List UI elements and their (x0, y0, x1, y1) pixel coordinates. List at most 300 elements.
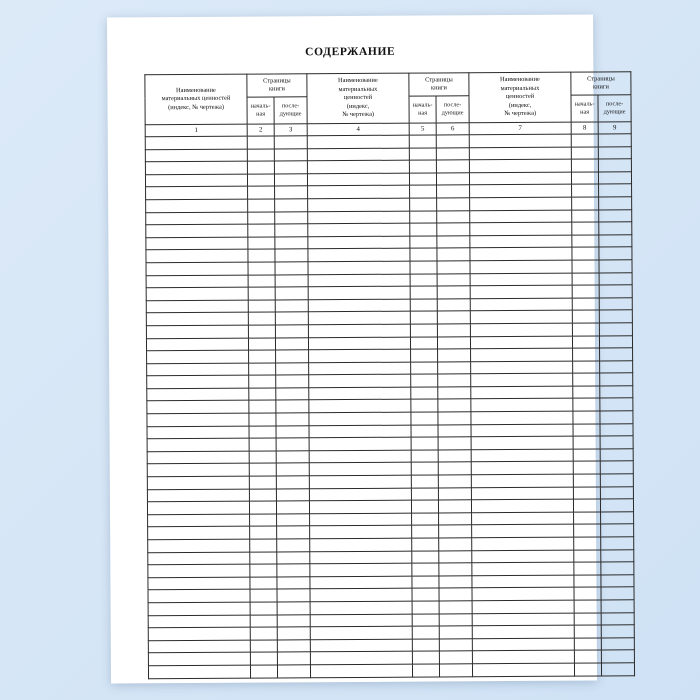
table-cell[interactable] (438, 462, 471, 475)
table-cell[interactable] (411, 475, 438, 488)
table-cell[interactable] (410, 299, 437, 312)
table-cell[interactable] (472, 537, 574, 550)
table-cell[interactable] (436, 135, 469, 148)
table-cell[interactable] (148, 539, 250, 552)
table-cell[interactable] (307, 148, 409, 161)
table-cell[interactable] (147, 350, 249, 363)
table-cell[interactable] (574, 613, 601, 626)
table-cell[interactable] (601, 625, 634, 638)
table-cell[interactable] (250, 514, 277, 527)
table-cell[interactable] (308, 223, 410, 236)
table-cell[interactable] (574, 575, 601, 588)
table-cell[interactable] (147, 489, 249, 502)
table-cell[interactable] (469, 134, 571, 147)
table-cell[interactable] (600, 423, 633, 436)
table-cell[interactable] (275, 224, 308, 237)
table-cell[interactable] (277, 514, 310, 527)
table-cell[interactable] (412, 639, 439, 652)
table-cell[interactable] (250, 526, 277, 539)
table-cell[interactable] (598, 172, 631, 185)
table-cell[interactable] (472, 613, 574, 626)
table-cell[interactable] (309, 349, 411, 362)
table-cell[interactable] (310, 651, 412, 664)
table-cell[interactable] (249, 413, 276, 426)
table-cell[interactable] (574, 537, 601, 550)
table-cell[interactable] (470, 298, 572, 311)
table-cell[interactable] (437, 324, 470, 337)
table-cell[interactable] (411, 450, 438, 463)
table-cell[interactable] (277, 539, 310, 552)
table-cell[interactable] (309, 450, 411, 463)
table-cell[interactable] (470, 273, 572, 286)
table-cell[interactable] (146, 249, 248, 262)
table-cell[interactable] (471, 449, 573, 462)
table-cell[interactable] (248, 224, 275, 237)
table-cell[interactable] (249, 426, 276, 439)
table-cell[interactable] (470, 210, 572, 223)
table-cell[interactable] (250, 615, 277, 628)
table-cell[interactable] (572, 197, 599, 210)
table-cell[interactable] (471, 399, 573, 412)
table-cell[interactable] (276, 425, 309, 438)
table-cell[interactable] (439, 563, 472, 576)
table-cell[interactable] (574, 625, 601, 638)
table-cell[interactable] (470, 197, 572, 210)
table-cell[interactable] (247, 136, 274, 149)
table-cell[interactable] (274, 148, 307, 161)
table-cell[interactable] (573, 474, 600, 487)
table-cell[interactable] (310, 589, 412, 602)
table-cell[interactable] (411, 387, 438, 400)
table-cell[interactable] (409, 173, 436, 186)
table-cell[interactable] (145, 136, 247, 149)
table-cell[interactable] (248, 337, 275, 350)
table-cell[interactable] (599, 209, 632, 222)
table-cell[interactable] (146, 237, 248, 250)
table-cell[interactable] (574, 638, 601, 651)
table-cell[interactable] (438, 475, 471, 488)
table-cell[interactable] (572, 210, 599, 223)
table-cell[interactable] (147, 388, 249, 401)
table-cell[interactable] (438, 399, 471, 412)
table-cell[interactable] (275, 287, 308, 300)
table-cell[interactable] (274, 174, 307, 187)
table-cell[interactable] (437, 236, 470, 249)
table-cell[interactable] (275, 312, 308, 325)
table-cell[interactable] (146, 287, 248, 300)
table-cell[interactable] (412, 513, 439, 526)
table-cell[interactable] (275, 325, 308, 338)
table-cell[interactable] (146, 300, 248, 313)
table-cell[interactable] (308, 186, 410, 199)
table-cell[interactable] (310, 601, 412, 614)
table-cell[interactable] (277, 665, 310, 678)
table-cell[interactable] (572, 335, 599, 348)
table-cell[interactable] (309, 475, 411, 488)
table-cell[interactable] (277, 526, 310, 539)
table-cell[interactable] (409, 160, 436, 173)
table-cell[interactable] (573, 424, 600, 437)
table-cell[interactable] (601, 562, 634, 575)
table-cell[interactable] (250, 552, 277, 565)
table-cell[interactable] (310, 664, 412, 677)
table-cell[interactable] (470, 222, 572, 235)
table-cell[interactable] (310, 614, 412, 627)
table-cell[interactable] (472, 650, 574, 663)
table-cell[interactable] (250, 539, 277, 552)
table-cell[interactable] (438, 437, 471, 450)
table-cell[interactable] (277, 614, 310, 627)
table-cell[interactable] (147, 413, 249, 426)
table-cell[interactable] (276, 350, 309, 363)
table-cell[interactable] (573, 499, 600, 512)
table-cell[interactable] (600, 360, 633, 373)
table-cell[interactable] (469, 172, 571, 185)
table-cell[interactable] (471, 474, 573, 487)
table-cell[interactable] (572, 310, 599, 323)
table-cell[interactable] (472, 663, 574, 676)
table-cell[interactable] (412, 651, 439, 664)
table-cell[interactable] (600, 499, 633, 512)
table-cell[interactable] (600, 486, 633, 499)
table-cell[interactable] (439, 639, 472, 652)
table-cell[interactable] (439, 613, 472, 626)
table-cell[interactable] (145, 149, 247, 162)
table-cell[interactable] (439, 588, 472, 601)
table-cell[interactable] (599, 184, 632, 197)
table-cell[interactable] (439, 664, 472, 677)
table-cell[interactable] (412, 588, 439, 601)
table-cell[interactable] (571, 134, 598, 147)
table-cell[interactable] (412, 538, 439, 551)
table-cell[interactable] (601, 512, 634, 525)
table-cell[interactable] (599, 235, 632, 248)
table-cell[interactable] (146, 199, 248, 212)
table-cell[interactable] (411, 425, 438, 438)
table-cell[interactable] (598, 134, 631, 147)
table-cell[interactable] (146, 275, 248, 288)
table-cell[interactable] (250, 577, 277, 590)
table-cell[interactable] (248, 199, 275, 212)
table-cell[interactable] (574, 600, 601, 613)
table-cell[interactable] (308, 261, 410, 274)
table-cell[interactable] (147, 375, 249, 388)
table-cell[interactable] (410, 286, 437, 299)
table-cell[interactable] (309, 387, 411, 400)
table-cell[interactable] (572, 222, 599, 235)
table-cell[interactable] (276, 413, 309, 426)
table-cell[interactable] (277, 640, 310, 653)
table-cell[interactable] (275, 186, 308, 199)
table-cell[interactable] (437, 311, 470, 324)
table-cell[interactable] (439, 651, 472, 664)
table-cell[interactable] (410, 274, 437, 287)
table-cell[interactable] (309, 362, 411, 375)
table-cell[interactable] (277, 627, 310, 640)
table-cell[interactable] (472, 638, 574, 651)
table-cell[interactable] (470, 247, 572, 260)
table-cell[interactable] (601, 549, 634, 562)
table-cell[interactable] (249, 350, 276, 363)
table-cell[interactable] (148, 627, 250, 640)
table-cell[interactable] (274, 136, 307, 149)
table-cell[interactable] (309, 374, 411, 387)
table-cell[interactable] (601, 638, 634, 651)
table-cell[interactable] (572, 260, 599, 273)
table-cell[interactable] (573, 373, 600, 386)
table-cell[interactable] (310, 526, 412, 539)
table-cell[interactable] (572, 285, 599, 298)
table-cell[interactable] (411, 399, 438, 412)
table-cell[interactable] (472, 625, 574, 638)
table-cell[interactable] (277, 551, 310, 564)
table-cell[interactable] (439, 626, 472, 639)
table-cell[interactable] (275, 211, 308, 224)
table-cell[interactable] (249, 489, 276, 502)
table-cell[interactable] (307, 135, 409, 148)
table-cell[interactable] (438, 374, 471, 387)
table-cell[interactable] (145, 161, 247, 174)
table-cell[interactable] (249, 476, 276, 489)
table-cell[interactable] (275, 237, 308, 250)
table-cell[interactable] (310, 576, 412, 589)
table-cell[interactable] (148, 577, 250, 590)
table-cell[interactable] (146, 325, 248, 338)
table-cell[interactable] (469, 147, 571, 160)
table-cell[interactable] (309, 437, 411, 450)
table-cell[interactable] (599, 222, 632, 235)
table-cell[interactable] (412, 525, 439, 538)
table-cell[interactable] (148, 640, 250, 653)
table-cell[interactable] (276, 375, 309, 388)
table-cell[interactable] (248, 312, 275, 325)
table-cell[interactable] (572, 247, 599, 260)
table-cell[interactable] (410, 336, 437, 349)
table-cell[interactable] (599, 197, 632, 210)
table-cell[interactable] (275, 262, 308, 275)
table-cell[interactable] (276, 463, 309, 476)
table-cell[interactable] (249, 388, 276, 401)
table-cell[interactable] (409, 135, 436, 148)
table-cell[interactable] (571, 147, 598, 160)
table-cell[interactable] (411, 374, 438, 387)
table-cell[interactable] (471, 499, 573, 512)
table-cell[interactable] (412, 601, 439, 614)
table-cell[interactable] (276, 451, 309, 464)
table-cell[interactable] (411, 362, 438, 375)
table-cell[interactable] (248, 212, 275, 225)
table-cell[interactable] (600, 386, 633, 399)
table-cell[interactable] (599, 323, 632, 336)
table-cell[interactable] (572, 323, 599, 336)
table-cell[interactable] (247, 161, 274, 174)
table-cell[interactable] (411, 437, 438, 450)
table-cell[interactable] (601, 537, 634, 550)
table-cell[interactable] (600, 461, 633, 474)
table-cell[interactable] (249, 463, 276, 476)
table-cell[interactable] (439, 538, 472, 551)
table-cell[interactable] (571, 172, 598, 185)
table-cell[interactable] (437, 336, 470, 349)
table-cell[interactable] (308, 236, 410, 249)
table-cell[interactable] (410, 185, 437, 198)
table-cell[interactable] (274, 161, 307, 174)
table-cell[interactable] (410, 324, 437, 337)
table-cell[interactable] (470, 323, 572, 336)
table-cell[interactable] (147, 476, 249, 489)
table-cell[interactable] (247, 174, 274, 187)
table-cell[interactable] (307, 160, 409, 173)
table-cell[interactable] (571, 159, 598, 172)
table-cell[interactable] (574, 562, 601, 575)
table-cell[interactable] (600, 348, 633, 361)
table-cell[interactable] (277, 602, 310, 615)
table-cell[interactable] (601, 575, 634, 588)
table-cell[interactable] (308, 211, 410, 224)
table-cell[interactable] (308, 286, 410, 299)
table-cell[interactable] (573, 411, 600, 424)
table-cell[interactable] (248, 186, 275, 199)
table-cell[interactable] (148, 652, 250, 665)
table-cell[interactable] (277, 652, 310, 665)
table-cell[interactable] (275, 274, 308, 287)
table-cell[interactable] (308, 299, 410, 312)
table-cell[interactable] (147, 438, 249, 451)
table-cell[interactable] (472, 562, 574, 575)
table-cell[interactable] (573, 398, 600, 411)
table-cell[interactable] (148, 589, 250, 602)
table-cell[interactable] (574, 550, 601, 563)
table-cell[interactable] (410, 261, 437, 274)
table-cell[interactable] (248, 287, 275, 300)
table-cell[interactable] (411, 462, 438, 475)
table-cell[interactable] (309, 400, 411, 413)
table-cell[interactable] (574, 587, 601, 600)
table-cell[interactable] (599, 335, 632, 348)
table-cell[interactable] (248, 325, 275, 338)
table-cell[interactable] (147, 426, 249, 439)
table-cell[interactable] (572, 298, 599, 311)
table-cell[interactable] (437, 210, 470, 223)
table-cell[interactable] (410, 248, 437, 261)
table-cell[interactable] (277, 589, 310, 602)
table-cell[interactable] (572, 235, 599, 248)
table-row[interactable] (148, 663, 634, 679)
table-cell[interactable] (248, 300, 275, 313)
table-cell[interactable] (249, 363, 276, 376)
table-cell[interactable] (471, 436, 573, 449)
table-cell[interactable] (437, 273, 470, 286)
table-cell[interactable] (410, 198, 437, 211)
table-cell[interactable] (248, 249, 275, 262)
table-cell[interactable] (411, 412, 438, 425)
table-cell[interactable] (471, 462, 573, 475)
table-cell[interactable] (146, 338, 248, 351)
table-cell[interactable] (600, 449, 633, 462)
table-cell[interactable] (438, 387, 471, 400)
table-cell[interactable] (276, 438, 309, 451)
table-cell[interactable] (250, 665, 277, 678)
table-cell[interactable] (470, 235, 572, 248)
table-cell[interactable] (438, 412, 471, 425)
table-cell[interactable] (146, 187, 248, 200)
table-cell[interactable] (276, 501, 309, 514)
table-cell[interactable] (472, 525, 574, 538)
table-cell[interactable] (439, 550, 472, 563)
table-cell[interactable] (573, 449, 600, 462)
table-cell[interactable] (410, 311, 437, 324)
table-cell[interactable] (470, 260, 572, 273)
table-cell[interactable] (573, 461, 600, 474)
table-cell[interactable] (438, 500, 471, 513)
table-cell[interactable] (146, 212, 248, 225)
table-cell[interactable] (600, 373, 633, 386)
table-cell[interactable] (148, 552, 250, 565)
table-cell[interactable] (147, 401, 249, 414)
table-cell[interactable] (308, 337, 410, 350)
table-cell[interactable] (310, 513, 412, 526)
table-cell[interactable] (276, 488, 309, 501)
table-cell[interactable] (249, 400, 276, 413)
table-cell[interactable] (147, 464, 249, 477)
table-cell[interactable] (471, 361, 573, 374)
table-cell[interactable] (310, 551, 412, 564)
table-cell[interactable] (574, 663, 601, 676)
table-cell[interactable] (574, 650, 601, 663)
table-cell[interactable] (573, 436, 600, 449)
table-cell[interactable] (436, 147, 469, 160)
table-cell[interactable] (472, 588, 574, 601)
table-cell[interactable] (598, 159, 631, 172)
table-cell[interactable] (438, 487, 471, 500)
table-cell[interactable] (470, 185, 572, 198)
table-cell[interactable] (573, 487, 600, 500)
table-cell[interactable] (276, 388, 309, 401)
table-cell[interactable] (275, 299, 308, 312)
table-cell[interactable] (248, 262, 275, 275)
table-cell[interactable] (309, 425, 411, 438)
table-cell[interactable] (412, 614, 439, 627)
table-cell[interactable] (437, 261, 470, 274)
table-cell[interactable] (599, 247, 632, 260)
table-cell[interactable] (438, 349, 471, 362)
table-cell[interactable] (275, 199, 308, 212)
table-cell[interactable] (146, 224, 248, 237)
table-cell[interactable] (436, 173, 469, 186)
table-cell[interactable] (573, 348, 600, 361)
table-cell[interactable] (599, 297, 632, 310)
table-cell[interactable] (250, 640, 277, 653)
table-cell[interactable] (307, 173, 409, 186)
table-cell[interactable] (250, 627, 277, 640)
table-cell[interactable] (275, 249, 308, 262)
table-cell[interactable] (250, 564, 277, 577)
table-cell[interactable] (436, 160, 469, 173)
table-cell[interactable] (439, 513, 472, 526)
table-cell[interactable] (148, 602, 250, 615)
table-cell[interactable] (276, 400, 309, 413)
table-cell[interactable] (146, 312, 248, 325)
table-cell[interactable] (310, 639, 412, 652)
table-cell[interactable] (248, 274, 275, 287)
table-cell[interactable] (147, 501, 249, 514)
table-cell[interactable] (439, 601, 472, 614)
table-cell[interactable] (471, 373, 573, 386)
table-cell[interactable] (438, 424, 471, 437)
table-cell[interactable] (310, 563, 412, 576)
table-cell[interactable] (411, 500, 438, 513)
table-cell[interactable] (600, 474, 633, 487)
